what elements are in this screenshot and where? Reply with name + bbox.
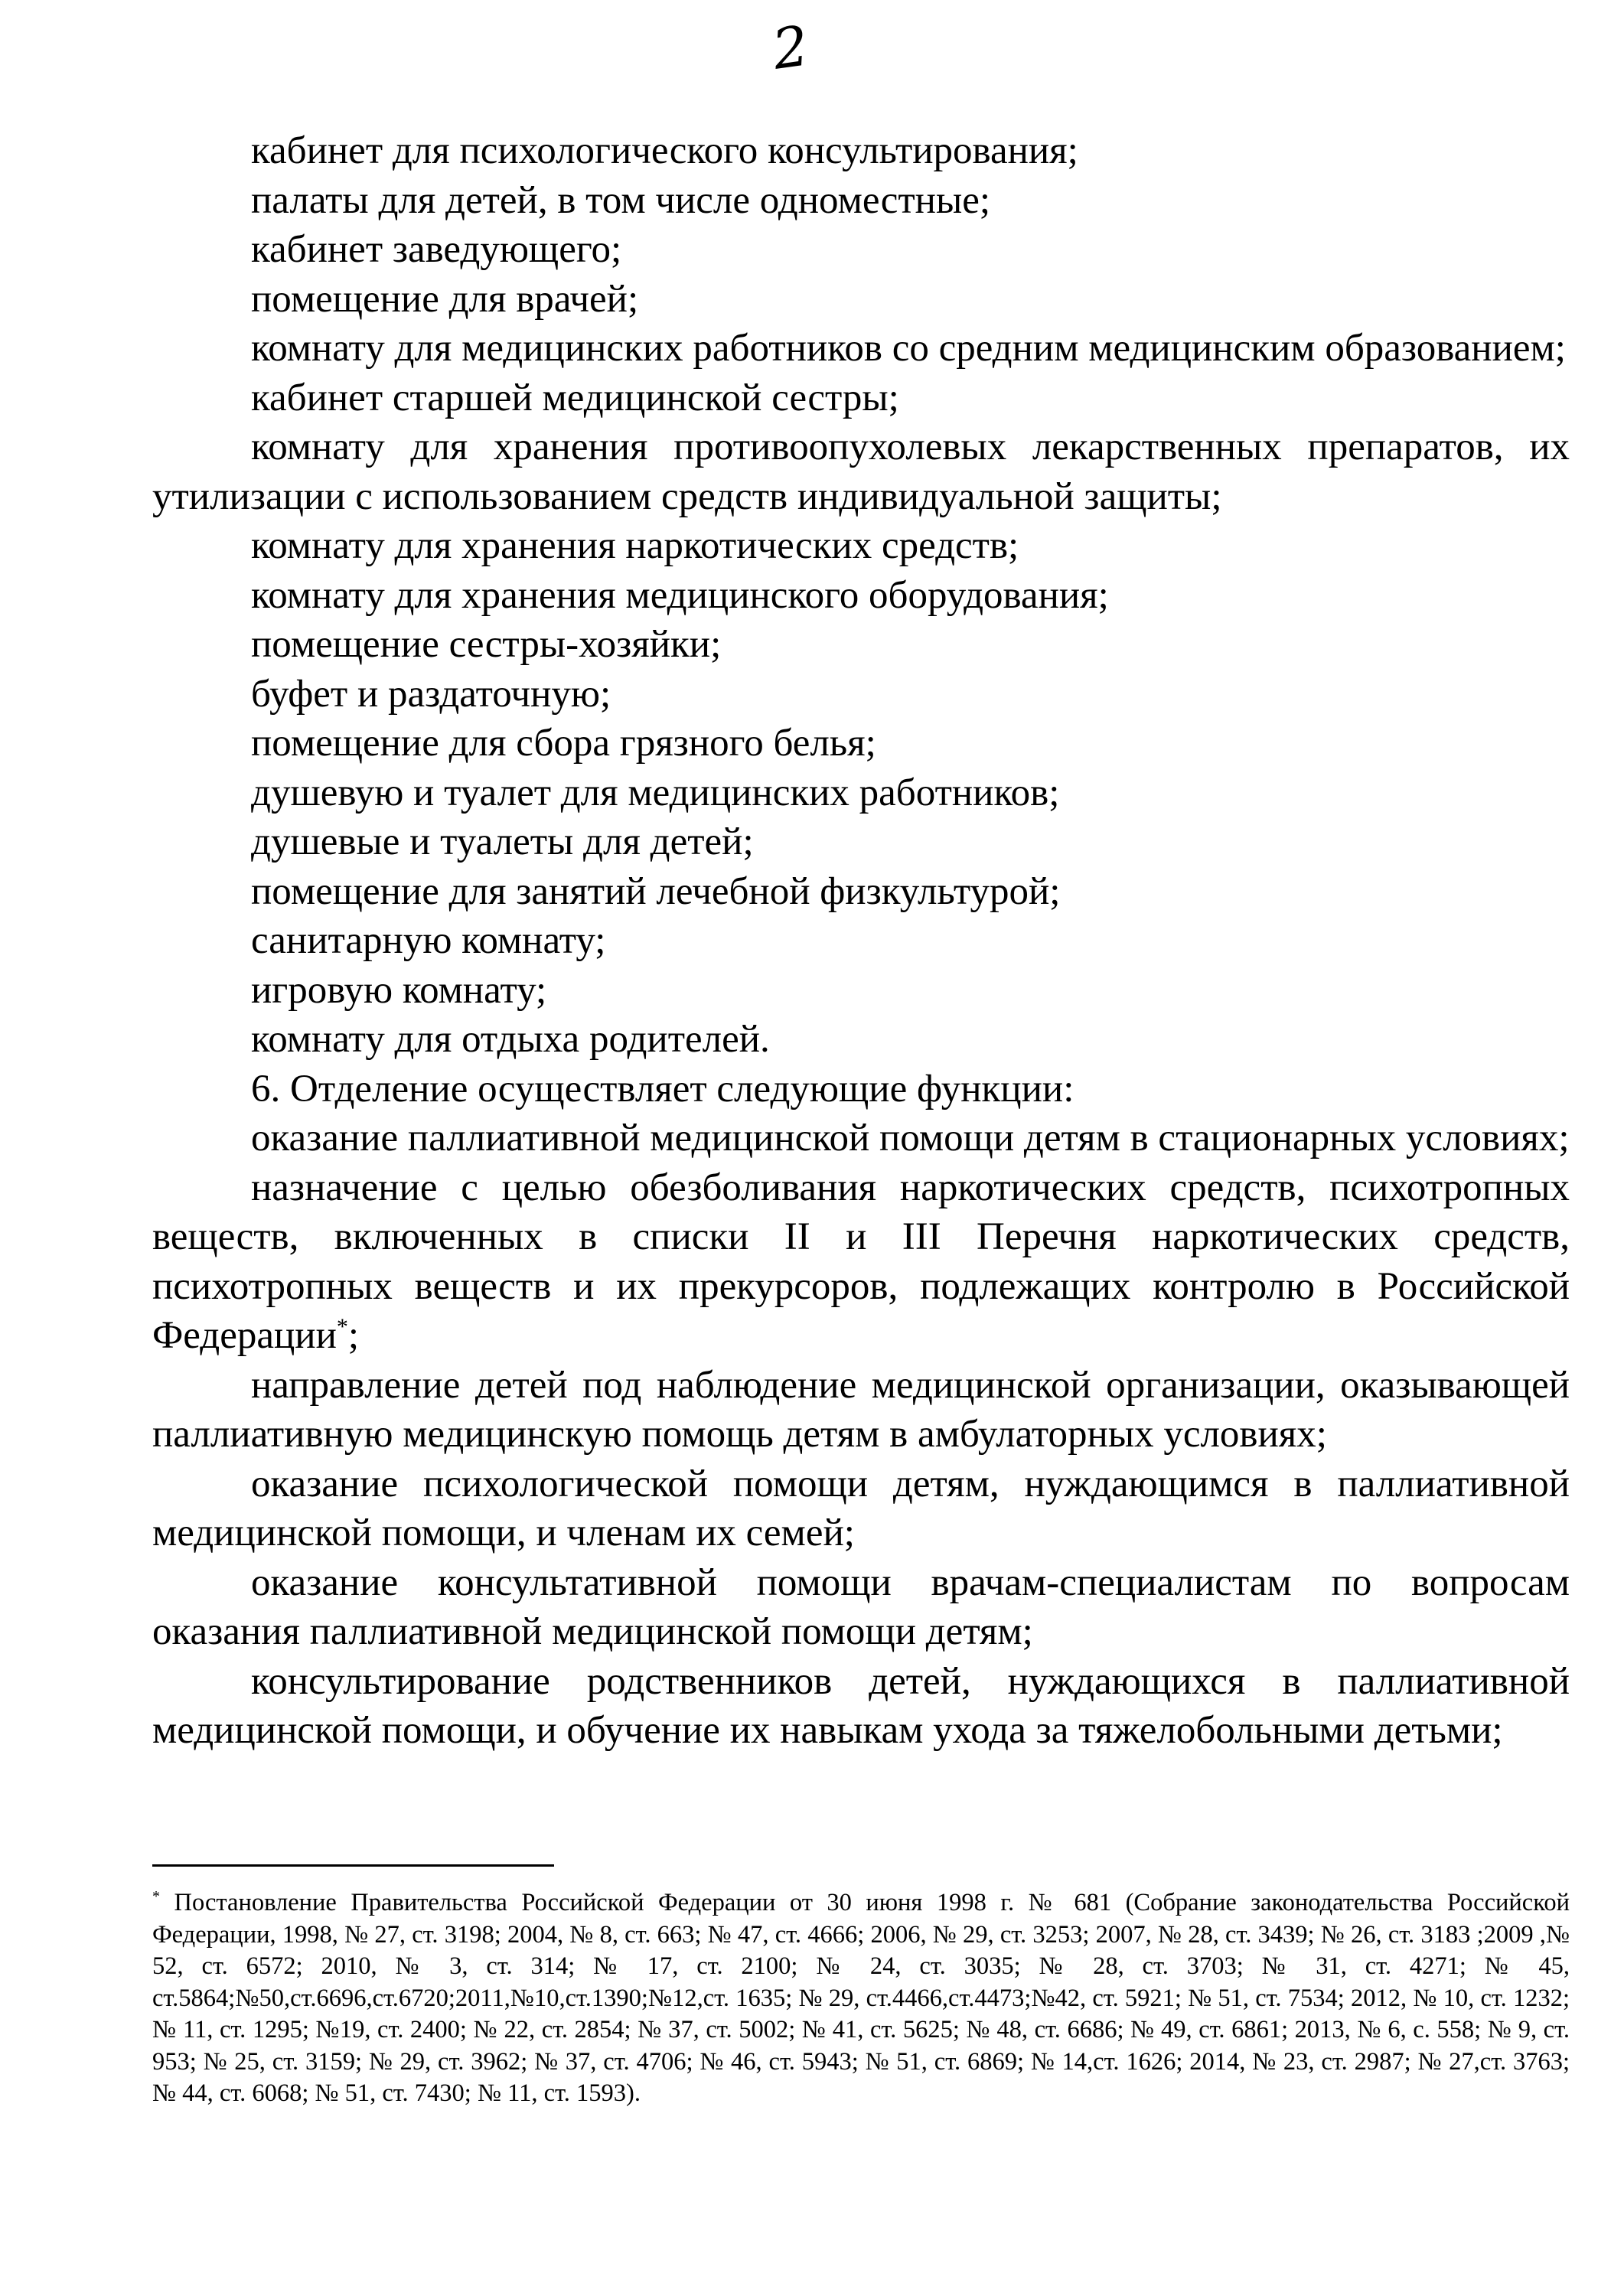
paragraph (152, 719, 1570, 768)
footnote-text: Постановление Правительства Российской Федерации от 30 июня 1998 г. № 681 (Собрание законодательства Российской Федерации, 1998, № 27, ст. 3198; 2004, № 8, ст. 663; № 47, ст. 4666; 2006, № 29, ст. 3253; 2007, № 28, ст. 3439; № 26, ст. 3183 ;2009 ,№ 52, ст. 6572; 2010, № 3, ст. 314; № 17, ст. 2100; № 24, ст. 3035; № 28, ст. 3703; № 31, ст. 4271; № 45, ст.5864;№50,ст.6696,ст.6720;2011,№10,ст.1390;№12,ст. 1635; № 29, ст.4466,ст.4473;№42, ст. 5921; № 51, ст. 7534; 2012, № 10, ст. 1232; № 11, ст. 1295; №19, ст. 2400; № 22, ст. 2854; № 37, ст. 5002; № 41, ст. 5625; № 48, ст. 6686; № 49, ст. 6861; 2013, № 6, с. 558; № 9, ст. 953; № 25, ст. 3159; № 29, ст. 3962; № 37, ст. 4706; № 46, ст. 5943; № 51, ст. 6869; № 14,ст. 1626; 2014, № 23, ст. 2987; № 27,ст. 3763; № 44, ст. 6068; № 51, ст. 7430; № 11, ст. 1593). (152, 1889, 1570, 2107)
paragraph (152, 1015, 1570, 1065)
paragraph-text: назначение с целью обезболивания наркотических средств, психотропных веществ, включенных в списки II и III Перечня наркотических средств, психотропных веществ и их прекурсоров, подлежащих контролю в Российской Федерации (152, 1166, 1570, 1357)
paragraph-text: комнату для медицинских работников со средним медицинским образованием; (251, 327, 1566, 370)
paragraph-text: игровую комнату; (251, 968, 547, 1012)
paragraph-text: кабинет заведующего; (251, 228, 622, 271)
paragraph-text: палаты для детей, в том числе одноместные; (251, 178, 991, 222)
paragraph (152, 225, 1570, 275)
paragraph-text: комнату для хранения противоопухолевых лекарственных препаратов, их утилизации с использованием средств индивидуальной защиты; (152, 426, 1570, 518)
footnote-separator (152, 1864, 554, 1867)
paragraph-text: помещение сестры-хозяйки; (251, 623, 722, 666)
paragraph (152, 768, 1570, 818)
paragraph (152, 620, 1570, 670)
paragraph-text: душевые и туалеты для детей; (251, 820, 754, 863)
paragraph (152, 324, 1570, 373)
paragraph-text: оказание психологической помощи детям, нуждающимся в паллиативной медицинской помощи, и членам их семей; (152, 1462, 1570, 1554)
paragraph-text: кабинет для психологического консультирования; (251, 129, 1078, 172)
paragraph (152, 571, 1570, 621)
paragraph (152, 126, 1570, 176)
punctuation: ; (347, 1314, 360, 1357)
paragraph (152, 817, 1570, 867)
paragraph-text: комнату для отдыха родителей. (251, 1018, 770, 1061)
document-body (152, 126, 1570, 1756)
paragraph (152, 1361, 1570, 1459)
paragraph (152, 373, 1570, 423)
paragraph-text: оказание паллиативной медицинской помощи детям в стационарных условиях; (251, 1117, 1570, 1159)
paragraph (152, 275, 1570, 325)
paragraph-text: комнату для хранения медицинского оборудования; (251, 573, 1109, 617)
footnote-reference: * (336, 1314, 348, 1339)
paragraph-text: направление детей под наблюдение медицинской организации, оказывающей паллиативную медицинскую помощь детям в амбулаторных условиях; (152, 1363, 1570, 1456)
paragraph-text: помещение для сбора грязного белья; (251, 722, 876, 765)
paragraph-text: помещение для занятий лечебной физкультурой; (251, 869, 1061, 913)
handwritten-page-number: 2 (768, 13, 813, 82)
paragraph (152, 966, 1570, 1016)
paragraph (152, 867, 1570, 917)
paragraph-text: кабинет старшей медицинской сестры; (251, 376, 899, 419)
paragraph (152, 1114, 1570, 1163)
paragraph-text: санитарную комнату; (251, 919, 606, 962)
paragraph-text: консультирование родственников детей, нуждающихся в паллиативной медицинской помощи, и обучение их навыкам ухода за тяжелобольными детьми; (152, 1659, 1570, 1752)
footnote (152, 1887, 1570, 2110)
paragraph (152, 1558, 1570, 1657)
paragraph (152, 670, 1570, 719)
paragraph (152, 521, 1570, 571)
paragraph (152, 1459, 1570, 1558)
paragraph (152, 422, 1570, 521)
paragraph-text: душевую и туалет для медицинских работников; (251, 771, 1060, 814)
footnote-marker: * (152, 1888, 160, 1906)
paragraph (152, 1163, 1570, 1361)
paragraph-text: оказание консультативной помощи врачам-специалистам по вопросам оказания паллиативной медицинской помощи детям; (152, 1561, 1570, 1653)
paragraph-text: 6. Отделение осуществляет следующие функции: (251, 1067, 1075, 1110)
paragraph-text: буфет и раздаточную; (251, 672, 611, 716)
paragraph-text: комнату для хранения наркотических средств; (251, 524, 1019, 567)
paragraph (152, 916, 1570, 966)
paragraph (152, 176, 1570, 226)
paragraph (152, 1657, 1570, 1756)
paragraph-text: помещение для врачей; (251, 277, 639, 321)
paragraph (152, 1065, 1570, 1114)
